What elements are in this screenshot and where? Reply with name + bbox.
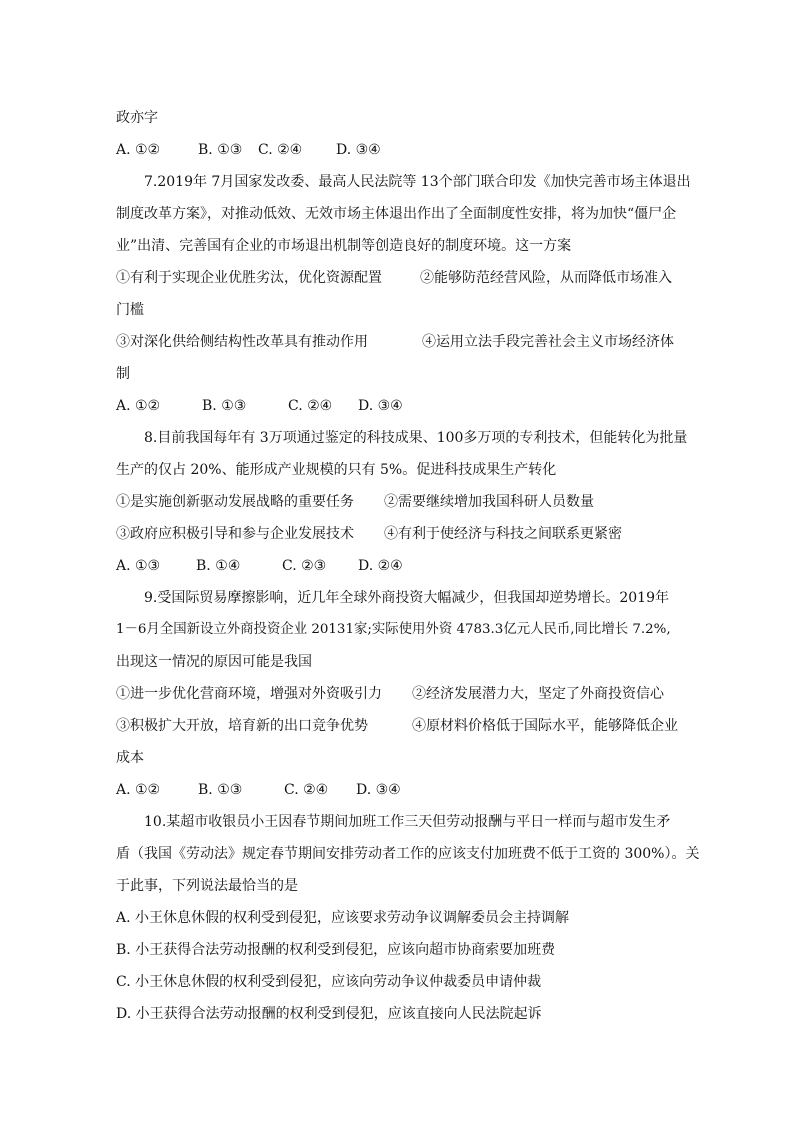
q9-stem-line: 1－6月全国新设立外商投资企业 20131家;实际使用外资 4783.3亿元人民币,同比增长 7.2%,	[116, 622, 671, 637]
q9-item-1: ①进一步优化营商环境，增强对外资吸引力	[116, 686, 382, 702]
q9-option-c: C. ②④	[284, 782, 329, 798]
q7-items-row	[116, 332, 696, 352]
q9-stem-line: 9.受国际贸易摩擦影响，近几年全球外商投资大幅减少，但我国却逆势增长。2019年	[144, 590, 669, 606]
q7-item-4-continued: 制	[116, 366, 130, 382]
q9-options	[116, 780, 401, 800]
q9-items-row	[116, 684, 696, 704]
q10-option-d: D. 小王获得合法劳动报酬的权利受到侵犯，应该直接向人民法院起诉	[116, 1006, 542, 1022]
q7-option-a: A. ①②	[116, 398, 161, 414]
q8-stem-line: 8.目前我国每年有 3万项通过鉴定的科技成果、100多万项的专利技术，但能转化为批量	[144, 430, 688, 446]
q10-option-a: A. 小王休息休假的权利受到侵犯，应该要求劳动争议调解委员会主持调解	[116, 910, 570, 926]
q7-items-row	[116, 268, 696, 288]
q6-option-b: B. ①③	[198, 142, 243, 158]
q7-option-b: B. ①③	[202, 398, 247, 414]
q7-stem-line: 7.2019年 7月国家发改委、最高人民法院等 13个部门联合印发《加快完善市场主体退出	[144, 174, 691, 190]
q10-option-b: B. 小王获得合法劳动报酬的权利受到侵犯，应该向超市协商索要加班费	[116, 942, 556, 958]
q7-item-4: ④运用立法手段完善社会主义市场经济体	[422, 334, 674, 350]
q8-item-1: ①是实施创新驱动发展战略的重要任务	[116, 494, 354, 510]
q9-item-3: ③积极扩大开放，培育新的出口竞争优势	[116, 718, 368, 734]
q6-option-c: C. ②④	[258, 142, 303, 158]
q8-item-3: ③政府应积极引导和参与企业发展技术	[116, 526, 354, 542]
q7-options	[116, 396, 403, 416]
q8-item-4: ④有利于使经济与科技之间联系更紧密	[384, 526, 622, 542]
q8-stem-line: 生产的仅占 20%、能形成产业规模的只有 5%。促进科技成果生产转化	[116, 462, 557, 478]
q8-option-b: B. ①④	[196, 558, 241, 574]
q10-option-c: C. 小王休息休假的权利受到侵犯，应该向劳动争议仲裁委员申请仲裁	[116, 974, 542, 990]
q9-stem-line: 出现这一情况的原因可能是我国	[116, 654, 312, 670]
q9-option-b: B. ①③	[198, 782, 243, 798]
q9-option-d: D. ③④	[356, 782, 401, 798]
q8-option-c: C. ②③	[282, 558, 327, 574]
q8-option-d: D. ②④	[358, 558, 403, 574]
q6-stem-tail: 政亦字	[116, 110, 158, 126]
q8-option-a: A. ①③	[116, 558, 161, 574]
q7-stem-line: 制度改革方案》，对推动低效、无效市场主体退出作出了全面制度性安排，将为加快“僵尸企	[116, 206, 677, 222]
q7-option-c: C. ②④	[288, 398, 333, 414]
q10-stem-line: 10.某超市收银员小王因春节期间加班工作三天但劳动报酬与平日一样而与超市发生矛	[144, 814, 671, 830]
q10-stem-line: 盾（我国《劳动法》规定春节期间安排劳动者工作的应该支付加班费不低于工资的 300%）。关	[116, 846, 700, 862]
q9-item-2: ②经济发展潜力大，坚定了外商投资信心	[412, 686, 664, 702]
q7-item-3: ③对深化供给侧结构性改革具有推动作用	[116, 334, 368, 350]
q9-item-4-continued: 成本	[116, 750, 144, 766]
q7-option-d: D. ③④	[358, 398, 403, 414]
q9-option-a: A. ①②	[116, 782, 161, 798]
q8-options	[116, 556, 403, 576]
q8-items-row	[116, 492, 696, 512]
q7-item-2-continued: 门槛	[116, 302, 144, 318]
q6-option-a: A. ①②	[116, 142, 161, 158]
q9-items-row	[116, 716, 696, 736]
q8-item-2: ②需要继续增加我国科研人员数量	[384, 494, 594, 510]
q8-items-row	[116, 524, 696, 544]
q6-option-d: D. ③④	[336, 142, 381, 158]
q6-options	[116, 140, 381, 160]
q10-stem-line: 于此事，下列说法最恰当的是	[116, 878, 298, 894]
q9-item-4: ④原材料价格低于国际水平，能够降低企业	[412, 718, 678, 734]
q7-item-2: ②能够防范经营风险，从而降低市场准入	[420, 270, 672, 286]
q7-item-1: ①有利于实现企业优胜劣汰，优化资源配置	[116, 270, 382, 286]
q7-stem-line: 业”出清、完善国有企业的市场退出机制等创造良好的制度环境。这一方案	[116, 238, 572, 254]
